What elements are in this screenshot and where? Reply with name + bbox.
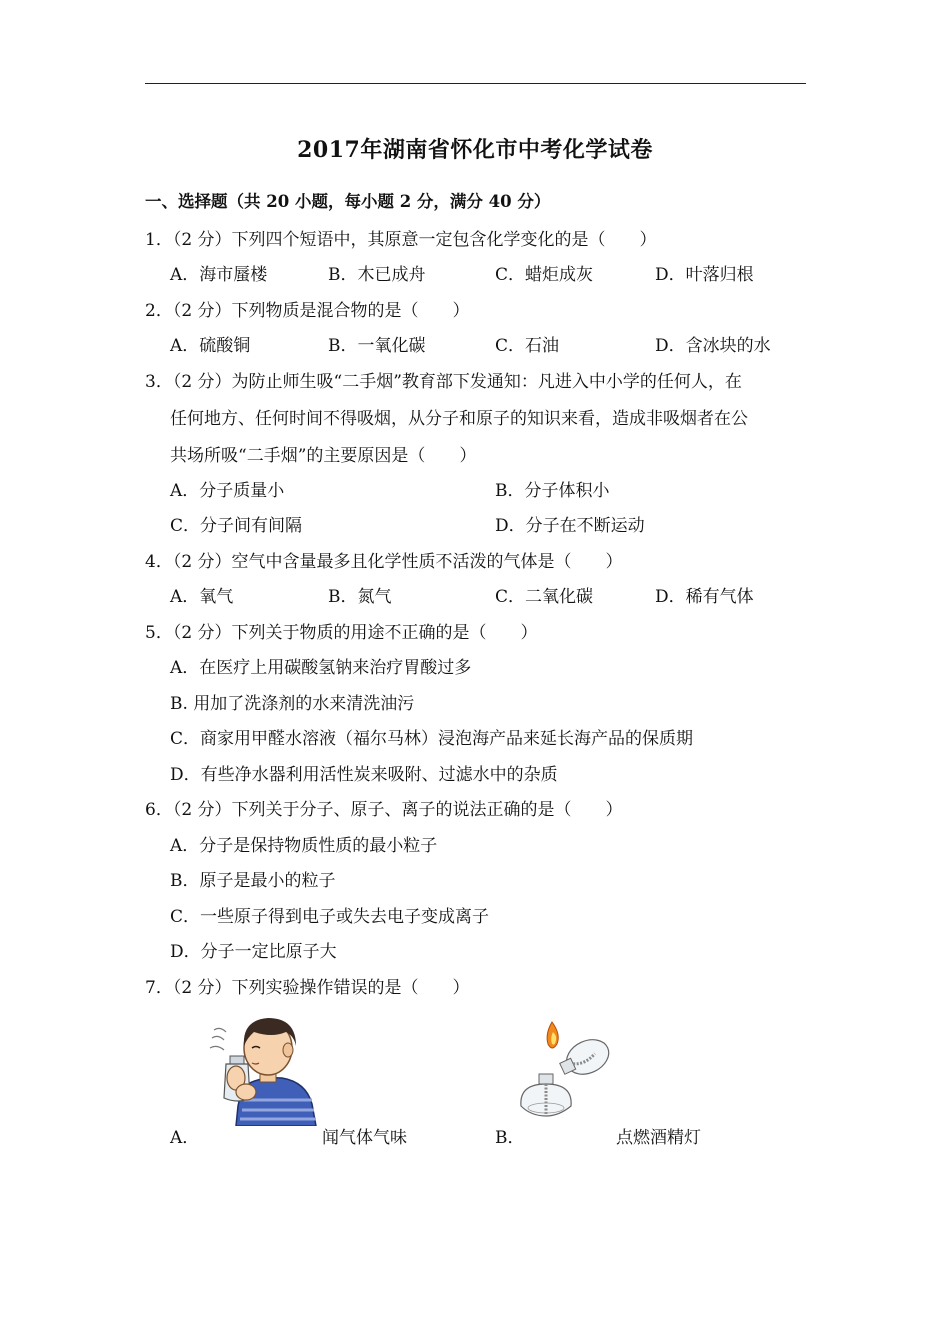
q1-option-a: A．海市蜃楼 bbox=[170, 265, 268, 285]
q1-option-d: D．叶落归根 bbox=[655, 265, 754, 285]
q3-option-d: D．分子在不断运动 bbox=[495, 516, 645, 536]
q4-option-d: D．稀有气体 bbox=[655, 587, 754, 607]
q2-option-d: D．含冰块的水 bbox=[655, 336, 771, 356]
q7-option-b-caption: 点燃酒精灯 bbox=[616, 1128, 701, 1148]
question-3-stem-line-2: 任何地方、任何时间不得吸烟，从分子和原子的知识来看，造成非吸烟者在公 bbox=[170, 409, 748, 429]
q5-option-d: D．有些净水器利用活性炭来吸附、过滤水中的杂质 bbox=[170, 765, 558, 785]
question-5-stem: 5．（2 分）下列关于物质的用途不正确的是（ ） bbox=[145, 623, 538, 643]
q2-option-c: C．石油 bbox=[495, 336, 560, 356]
question-1-stem: 1．（2 分）下列四个短语中，其原意一定包含化学变化的是（ ） bbox=[145, 230, 657, 250]
question-4-stem: 4．（2 分）空气中含量最多且化学性质不活泼的气体是（ ） bbox=[145, 552, 623, 572]
q7-option-a-caption: 闻气体气味 bbox=[322, 1128, 407, 1148]
q6-option-d: D．分子一定比原子大 bbox=[170, 942, 337, 962]
q4-option-b: B．氮气 bbox=[328, 587, 392, 607]
q4-option-c: C．二氧化碳 bbox=[495, 587, 594, 607]
q5-option-b: B. 用加了洗涤剂的水来清洗油污 bbox=[170, 694, 415, 714]
q3-option-a: A．分子质量小 bbox=[170, 481, 285, 501]
q6-option-a: A．分子是保持物质性质的最小粒子 bbox=[170, 836, 438, 856]
q7-option-a: A． bbox=[170, 1128, 200, 1148]
q3-option-c: C．分子间有间隔 bbox=[170, 516, 303, 536]
q2-option-b: B．一氧化碳 bbox=[328, 336, 426, 356]
q2-option-a: A．硫酸铜 bbox=[170, 336, 251, 356]
q7-option-b: B． bbox=[495, 1128, 525, 1148]
q3-option-b: B．分子体积小 bbox=[495, 481, 610, 501]
smell-gas-figure bbox=[202, 1008, 320, 1126]
q1-option-c: C．蜡炬成灰 bbox=[495, 265, 594, 285]
q5-option-a: A．在医疗上用碳酸氢钠来治疗胃酸过多 bbox=[170, 658, 472, 678]
section-heading: 一、选择题（共 20 小题，每小题 2 分，满分 40 分） bbox=[145, 192, 551, 211]
header-rule bbox=[145, 83, 806, 84]
q6-option-c: C．一些原子得到电子或失去电子变成离子 bbox=[170, 907, 490, 927]
q4-option-a: A．氧气 bbox=[170, 587, 234, 607]
question-3-stem-line-3: 共场所吸“二手烟”的主要原因是（ ） bbox=[170, 446, 477, 466]
page-title: 2017年湖南省怀化市中考化学试卷 bbox=[297, 137, 653, 163]
question-3-stem-line-1: 3．（2 分）为防止师生吸“二手烟”教育部下发通知：凡进入中小学的任何人，在 bbox=[145, 372, 742, 392]
question-6-stem: 6．（2 分）下列关于分子、原子、离子的说法正确的是（ ） bbox=[145, 800, 623, 820]
question-2-stem: 2．（2 分）下列物质是混合物的是（ ） bbox=[145, 301, 470, 321]
q1-option-b: B．木已成舟 bbox=[328, 265, 426, 285]
alcohol-lamp-figure bbox=[515, 1018, 613, 1122]
q6-option-b: B．原子是最小的粒子 bbox=[170, 871, 336, 891]
q5-option-c: C．商家用甲醛水溶液（福尔马林）浸泡海产品来延长海产品的保质期 bbox=[170, 729, 694, 749]
question-7-stem: 7．（2 分）下列实验操作错误的是（ ） bbox=[145, 978, 470, 998]
